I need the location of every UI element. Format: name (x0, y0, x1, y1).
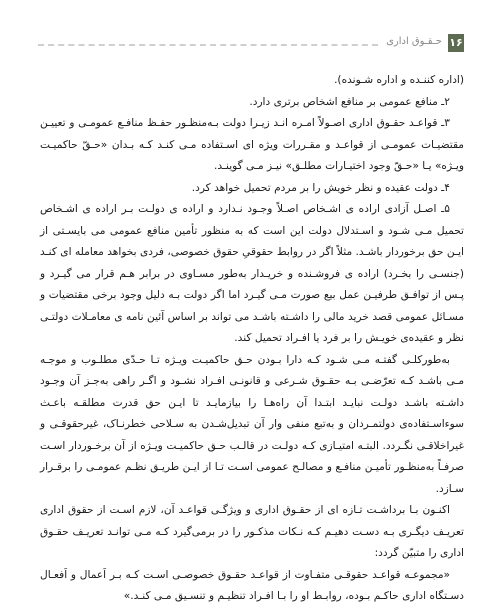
paragraph-definition-quote: «مجموعـه قواعـد حقوقـی متفـاوت از قواعـد حقـوق خصوصـی اسـت کـه بـر اَعمال و اَفعـال دسـتگاه اداری حاکـم بـوده، روابـط او را بـا افـراد تنظیـم و تنسـیق مـی کنـد.» (40, 568, 464, 602)
paragraph-intro-fragment: (اداره کننـده و اداره شـونده). (334, 74, 464, 86)
paragraph-point-4: ۴ـ دولت عقیده و نظر خویش را بر مردم تحمیل خواهد کرد. (191, 181, 450, 194)
paragraph-point-3: ۳ـ قواعـد حقـوق اداری اصـولاً امـره انـد زیـرا دولت بـه‌منظـور حفـظ منافـع عمومـی و تعییـن مقتضیـات عمومـی از قواعـد و مقـررات ویژه ای اسـتفاده مـی کنـد کـه بـدان «حـقّ حاکمیـت ویـژه» یـا «حـقّ وجود اختیـارات مطلـق» نیـز مـی گوینـد. (40, 117, 464, 172)
running-header (0, 34, 500, 56)
running-title: حـقـوق اداری (386, 36, 442, 47)
paragraph-point-2: ۲ـ منافع عمومی بر منافع اشخاص برتری دارد. (249, 95, 450, 108)
header-dashed-rule (38, 44, 378, 46)
paragraph-sovereignty: به‌طورکلـی گفتـه مـی شـود کـه دارا بـودن حـق حاکمیـت ویـژه تـا حـدّی مطلـوب و موجـه مـی باشـد کـه تعرّضـی بـه حقـوق شـرعی و قانونـی افـراد نشـود و اگـر راهی به‌جـز آن وجـود داشـته باشـد دولـت نبایـد ابتـدا آن راه‌هـا را بیازمایـد تا ایـن حق قدرت مطلقـه باعـث سوءاسـتفاده‌ی دولتمـردان و به‌تبع منفی وار آن تبدیل‌شـدن به سـلاحی خطرنـاک، غیرحقوقـی و غیراخلاقـی نگـردد. البتـه امتیـازی کـه دولـت در قالـب حـق حاکمیـت ویـژه از آن برخـوردار اسـت صرفـاً به‌منظـور تأمیـن منافـع و مصالـح عمومی اسـت تـا از ایـن طریـق نظـم عمومـی را برقـرار سـازد. (40, 353, 464, 495)
paragraph-point-5: ۵ـ اصـل آزادی اراده ی اشـخاص اصـلاً وجـود نـدارد و اراده ی دولـت بـر اراده ی اشـخاص تحمیل مـی شـود و اسـتدلال دولت این است که به منظور تأمین منافع عمومی می بایسـتی از ایـن حق برخوردار باشـد. مثلاً اگر در روابط حقوقیِ حقوق خصوصی، فردی بخواهد معامله ای کنـد (جنسـی را بخـرد) اراده ی فروشـنده و خریـدار به‌طور مسـاوی در برابر هـم قرار می گیـرد و پـس از توافـق طرفیـن عمل بیع صورت مـی گیـرد اما اگر دولت بـه دلیل وجود برخی مقتضیات و مسـائل عمومی قصد خرید مالی را داشـته باشـد می تواند بر اساس آئین نامه ی معامـلات دولتـی نظر و عقیده‌ی خویـش را بر فرد یا افـراد تحمیل کند. (40, 203, 464, 344)
page-number-badge: ۱۶ (448, 34, 464, 52)
paragraph-definition-intro: اکنـون بـا برداشـت تـازه ای از حقـوق اداری و ویژگـی قواعـد آن، لازم اسـت از حقوق اداری تعریـف دیگـری بـه دسـت دهیـم کـه نـکات مذکـور را در برمی‌گیرد کـه مـی توانـد تعریـف حقـوق اداری را متبیّن گردد: (40, 504, 464, 559)
page-body (40, 70, 464, 608)
